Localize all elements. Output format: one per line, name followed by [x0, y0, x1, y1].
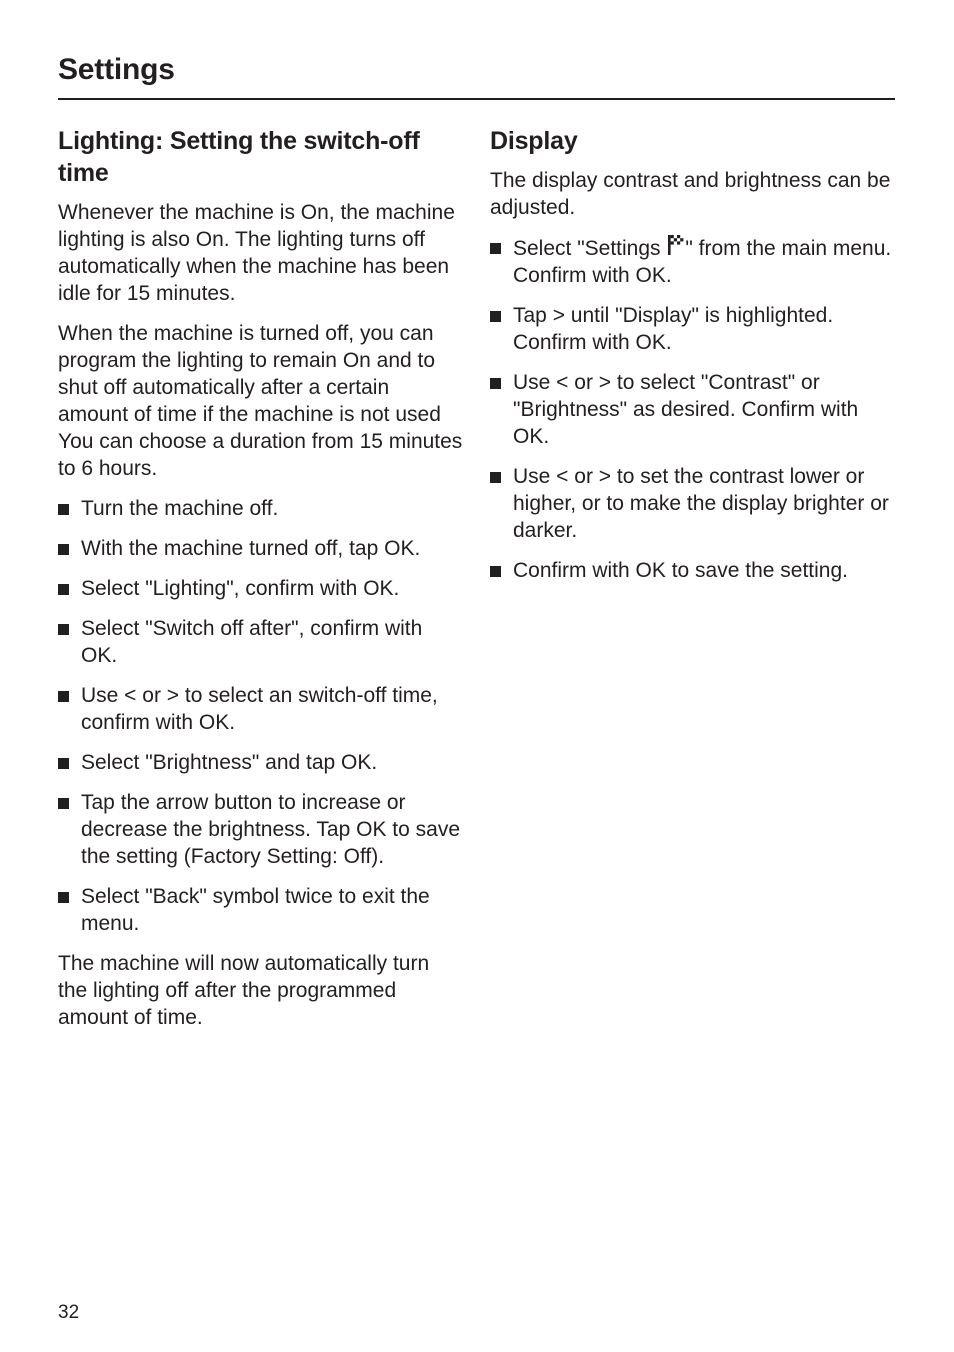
lighting-heading: Lighting: Setting the switch-off time [58, 127, 420, 187]
list-item-text: Confirm with OK to save the setting. [513, 559, 848, 582]
list-item [58, 682, 463, 736]
lighting-program-line: When the machine is turned off, you can program the lighting to remain On and to shut off automatically after a certain amount of time if the machine is not used [58, 322, 441, 426]
list-item-text: Select "Switch off after", confirm with OK. [81, 617, 423, 667]
list-item [58, 535, 463, 562]
bullet-square-icon [58, 892, 69, 903]
list-item-text: Use < or > to set the contrast lower or higher, or to make the display brighter or darker. [513, 465, 889, 542]
bullet-square-icon [58, 758, 69, 769]
list-item [58, 575, 463, 602]
bullet-square-icon [58, 798, 69, 809]
display-section [490, 125, 895, 597]
list-item-text: Tap the arrow button to increase or decrease the brightness. Tap OK to save the setting (Factory Setting: Off). [81, 791, 461, 868]
list-item-text: Use < or > to select "Contrast" or "Brightness" as desired. Confirm with OK. [513, 371, 859, 448]
display-heading: Display [490, 127, 578, 155]
list-item-text: Select "Lighting", confirm with OK. [81, 577, 400, 600]
bullet-square-icon [490, 243, 501, 254]
list-item [58, 789, 463, 870]
lighting-section [58, 125, 463, 1044]
list-item [490, 557, 895, 584]
title-divider [58, 98, 895, 100]
bullet-square-icon [490, 378, 501, 389]
list-item [490, 369, 895, 450]
list-item [490, 234, 895, 289]
list-item [490, 463, 895, 544]
list-item-text: Use < or > to select an switch-off time, confirm with OK. [81, 684, 438, 734]
bullet-square-icon [490, 311, 501, 322]
list-item-text-start: Select "Settings [513, 237, 667, 260]
bullet-square-icon [58, 544, 69, 555]
list-item-text: With the machine turned off, tap OK. [81, 537, 421, 560]
list-item-text-end: " from the main menu. Confirm with OK. [513, 237, 892, 287]
bullet-square-icon [490, 566, 501, 577]
bullet-square-icon [58, 584, 69, 595]
list-item-text: Turn the machine off. [81, 497, 279, 520]
list-item-text: Select "Brightness" and tap OK. [81, 751, 378, 774]
page-title: Settings [58, 53, 175, 86]
list-item [58, 883, 463, 937]
lighting-steps-list [58, 495, 463, 937]
list-item-text: Tap > until "Display" is highlighted. Confirm with OK. [513, 304, 834, 354]
lighting-duration-line: You can choose a duration from 15 minutes to 6 hours. [58, 430, 463, 480]
list-item [490, 302, 895, 356]
display-steps-list [490, 234, 895, 584]
list-item-text: Select "Back" symbol twice to exit the menu. [81, 885, 430, 935]
list-item [58, 749, 463, 776]
bullet-square-icon [490, 472, 501, 483]
lighting-program-text [58, 320, 463, 482]
list-item [58, 615, 463, 669]
settings-flag-icon [667, 234, 684, 256]
lighting-intro: Whenever the machine is On, the machine lighting is also On. The lighting turns off automatically when the machine has been idle for 15 minutes. [58, 201, 455, 305]
display-intro: The display contrast and brightness can be adjusted. [490, 169, 891, 219]
bullet-square-icon [58, 504, 69, 515]
bullet-square-icon [58, 691, 69, 702]
lighting-outro: The machine will now automatically turn the lighting off after the programmed amount of time. [58, 952, 430, 1029]
bullet-square-icon [58, 624, 69, 635]
page-number: 32 [58, 1302, 80, 1323]
list-item [58, 495, 463, 522]
